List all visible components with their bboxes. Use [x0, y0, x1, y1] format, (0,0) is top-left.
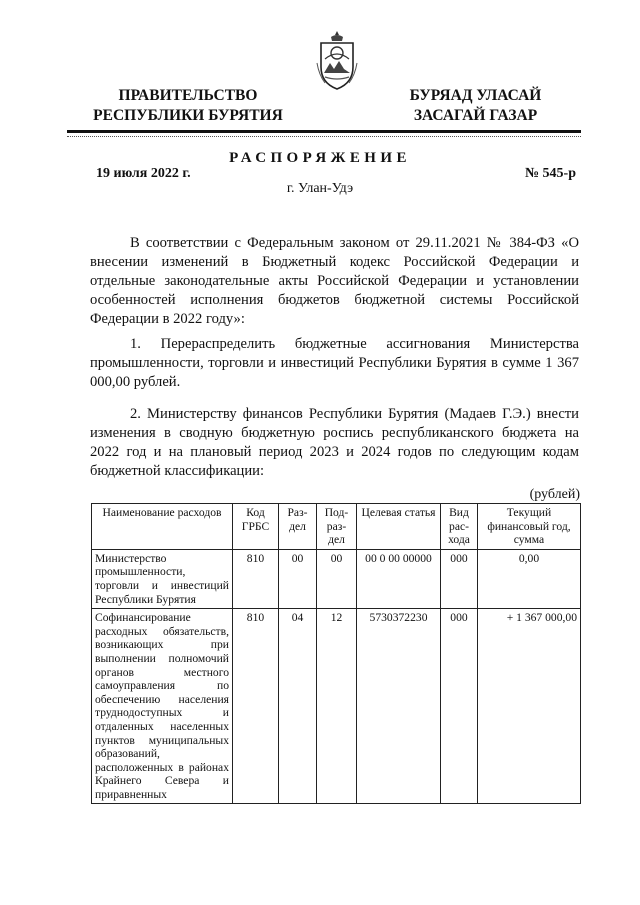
- table-row: [92, 549, 581, 608]
- issuer-ru-line2: РЕСПУБЛИКИ БУРЯТИЯ: [93, 107, 283, 124]
- table-row: [92, 609, 581, 804]
- budget-table: [91, 503, 581, 804]
- header-grbs: Код ГРБС: [233, 504, 279, 550]
- issuer-bua-line1: БУРЯАД УЛАСАЙ: [409, 87, 542, 104]
- header-razdel: Раз-дел: [279, 504, 317, 550]
- cell-podrazdel: 00: [317, 549, 357, 608]
- cell-vid: 000: [441, 609, 478, 804]
- paragraph-item-2: 2. Министерству финансов Республики Бурятия (Мадаев Г.Э.) внести изменения в сводную бюджетную роспись республиканского бюджета на 2022 год и на плановый период 2023 и 2024 годов по следующим кодам бюджетной классификации:: [90, 406, 579, 479]
- issuer-ru-line1: ПРАВИТЕЛЬСТВО: [118, 87, 258, 104]
- document-date: 19 июля 2022 г.: [96, 166, 191, 181]
- cell-grbs: 810: [233, 609, 279, 804]
- issuer-bua-line2: ЗАСАГАЙ ГАЗАР: [413, 107, 538, 124]
- cell-vid: 000: [441, 549, 478, 608]
- paragraph-item-1: 1. Перераспределить бюджетные ассигнования Министерства промышленности, торговли и инвестиций Республики Бурятия в сумме 1 367 000,00 рублей.: [90, 336, 579, 390]
- header-summa: Текущий финансовый год, сумма: [478, 504, 581, 550]
- coat-of-arms-emblem: [315, 29, 359, 93]
- header-celevaya: Целевая статья: [357, 504, 441, 550]
- table-unit: (рублей): [529, 487, 580, 502]
- cell-celevaya: 5730372230: [357, 609, 441, 804]
- cell-name: Министерство промышленности, торговли и инвестиций Республики Бурятия: [92, 549, 233, 608]
- cell-summa: 0,00: [478, 549, 581, 608]
- document-city: г. Улан-Удэ: [286, 181, 354, 196]
- cell-razdel: 00: [279, 549, 317, 608]
- cell-razdel: 04: [279, 609, 317, 804]
- header-vid: Вид рас-хода: [441, 504, 478, 550]
- header-rule: [67, 130, 581, 133]
- document-title: РАСПОРЯЖЕНИЕ: [229, 150, 411, 166]
- cell-summa: + 1 367 000,00: [478, 609, 581, 804]
- cell-podrazdel: 12: [317, 609, 357, 804]
- issuer-bua: [388, 86, 563, 126]
- paragraph-preamble: В соответствии с Федеральным законом от 29.11.2021 № 384-ФЗ «О внесении изменений в Бюджетный кодекс Российской Федерации и отдельные законодательные акты Российской Федерации и установлении особенностей исполнения бюджетов бюджетной системы Российской Федерации в 2022 году»:: [90, 235, 579, 327]
- document-number: № 545-р: [524, 166, 576, 181]
- issuer-ru: [88, 86, 288, 126]
- header-dotted-rule: [67, 136, 581, 137]
- table-header-row: [92, 504, 581, 550]
- cell-grbs: 810: [233, 549, 279, 608]
- header-name: Наименование расходов: [92, 504, 233, 550]
- header-podrazdel: Под-раз-дел: [317, 504, 357, 550]
- cell-name: Софинансирование расходных обязательств, возникающих при выполнении полномочий органов местного самоуправления по обеспечению населения труднодоступных и отдаленных населенных пунктов муниципальных образований, расположенных в районах Крайнего Севера и приравненных: [92, 609, 233, 804]
- cell-celevaya: 00 0 00 00000: [357, 549, 441, 608]
